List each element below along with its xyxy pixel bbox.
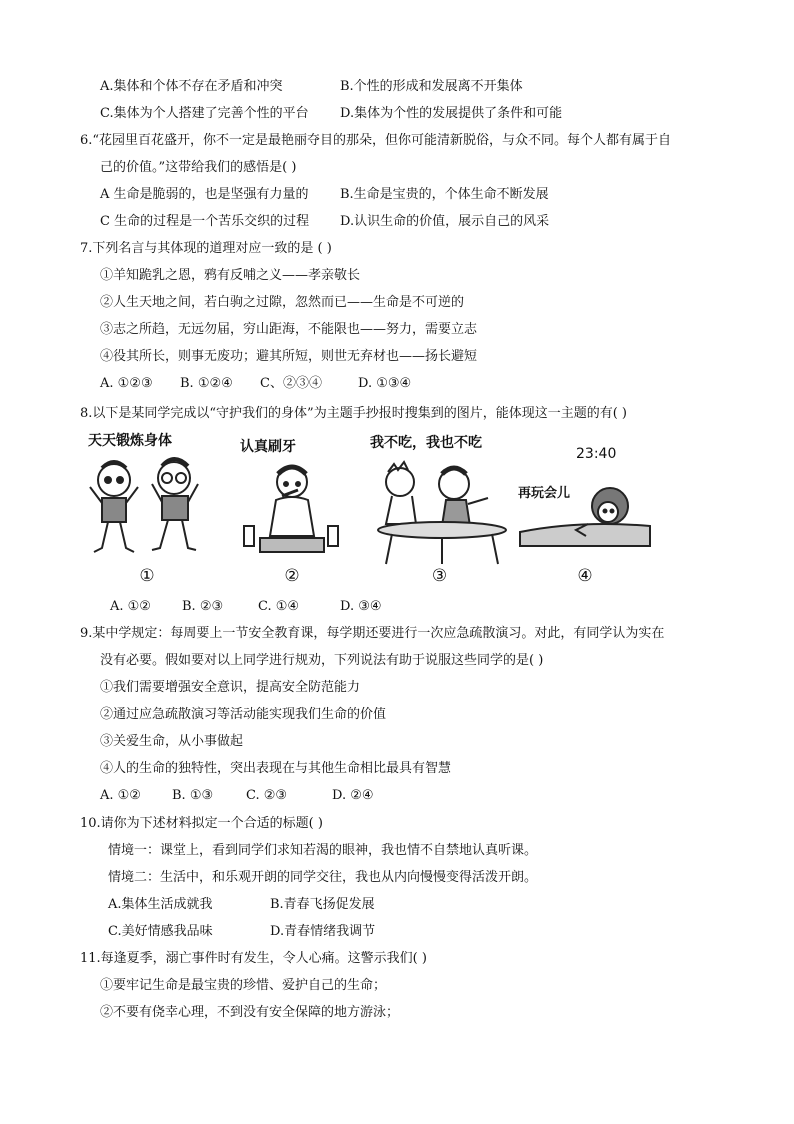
q10-option-a: A.集体生活成就我	[108, 897, 213, 912]
q10-stem: 10.请你为下述材料拟定一个合适的标题( )	[80, 816, 323, 831]
q8-panel-3	[362, 430, 517, 590]
q9-stem-line2: 没有必要。假如要对以上同学进行规劝，下列说法有助于说服这些同学的是( )	[100, 653, 544, 668]
q9-option-a: A. ①②	[100, 788, 141, 803]
q11-item-1: ①要牢记生命是最宝贵的珍惜、爱护自己的生命；	[100, 978, 387, 993]
q11-stem: 11.每逢夏季，溺亡事件时有发生，令人心痛。这警示我们( )	[80, 951, 427, 966]
q8-panel-1	[82, 430, 212, 590]
q8-option-a: A. ①②	[110, 599, 151, 614]
q7-option-d: D. ①③④	[358, 376, 412, 391]
q8-panel-3-caption: 我不吃，我也不吃	[370, 435, 482, 451]
q7-item-4: ④役其所长，则事无废功；避其所短，则世无弃材也——扬长避短	[100, 349, 478, 364]
q9-stem-line1: 9.某中学规定：每周要上一节安全教育课，每学期还要进行一次应急疏散演习。对此，有同学认为实在	[80, 626, 665, 641]
q7-stem: 7.下列名言与其体现的道理对应一致的是 ( )	[80, 241, 332, 256]
toothbrush-illustration	[232, 456, 352, 576]
q8-panel-4-number: ④	[577, 566, 593, 586]
q10-option-c: C.美好情感我品味	[108, 924, 213, 939]
q6-option-b: B.生命是宝贵的，个体生命不断发展	[340, 187, 549, 202]
late-night-illustration	[518, 480, 652, 560]
q10-scenario-1: 情境一：课堂上，看到同学们求知若渴的眼神，我也情不自禁地认真听课。	[108, 843, 538, 858]
q7-item-3: ③志之所趋，无远勿届，穷山距海，不能限也——努力，需要立志	[100, 322, 478, 337]
q8-picture-strip	[82, 430, 652, 590]
refuse-food-illustration	[362, 454, 517, 574]
q8-panel-2-caption: 认真刷牙	[240, 439, 296, 455]
q9-item-4: ④人的生命的独特性，突出表现在与其他生命相比最具有智慧	[100, 761, 452, 776]
q9-option-d: D. ②④	[332, 788, 374, 803]
q7-option-c: C、②③④	[260, 376, 322, 391]
q9-option-c: C. ②③	[246, 788, 288, 803]
q8-option-c: C. ①④	[258, 599, 300, 614]
q7-item-2: ②人生天地之间，若白驹之过隙，忽然而已——生命是不可逆的	[100, 295, 465, 310]
q8-panel-2	[232, 430, 352, 590]
q11-item-2: ②不要有侥幸心理，不到没有安全保障的地方游泳；	[100, 1005, 400, 1020]
q8-panel-3-number: ③	[431, 566, 448, 586]
q8-panel-4-caption: 再玩会儿	[518, 486, 571, 501]
q6-option-c: C 生命的过程是一个苦乐交织的过程	[100, 214, 310, 229]
q8-panel-4	[518, 430, 652, 590]
q8-panel-4-clock: 23:40	[576, 446, 617, 462]
q9-item-3: ③关爱生命，从小事做起	[100, 734, 244, 749]
q7-item-1: ①羊知跪乳之恩，鸦有反哺之义——孝亲敬长	[100, 268, 361, 283]
q5-option-d: D.集体为个性的发展提供了条件和可能	[340, 106, 563, 121]
q7-option-b: B. ①②④	[180, 376, 233, 391]
exercise-illustration	[82, 448, 212, 578]
q8-option-b: B. ②③	[182, 599, 224, 614]
q5-option-c: C.集体为个人搭建了完善个性的平台	[100, 106, 309, 121]
q6-stem-line1: 6.“花园里百花盛开，你不一定是最艳丽夺目的那朵，但你可能清新脱俗，与众不同。每个人都有属于自	[80, 133, 672, 148]
q9-item-1: ①我们需要增强安全意识，提高安全防范能力	[100, 680, 361, 695]
q8-stem: 8.以下是某同学完成以“守护我们的身体”为主题手抄报时搜集到的图片，能体现这一主题的有( )	[80, 406, 627, 421]
q9-option-b: B. ①③	[172, 788, 214, 803]
q10-option-b: B.青春飞扬促发展	[270, 897, 375, 912]
q10-scenario-2: 情境二：生活中，和乐观开朗的同学交往，我也从内向慢慢变得活泼开朗。	[108, 870, 538, 885]
q6-stem-line2: 己的价值。”这带给我们的感悟是( )	[100, 160, 297, 175]
q8-panel-1-caption: 天天锻炼身体	[88, 433, 172, 449]
q9-item-2: ②通过应急疏散演习等活动能实现我们生命的价值	[100, 707, 387, 722]
q8-panel-1-number: ①	[139, 566, 155, 586]
q6-option-d: D.认识生命的价值，展示自己的风采	[340, 214, 550, 229]
q10-option-d: D.青春情绪我调节	[270, 924, 376, 939]
q6-option-a: A 生命是脆弱的，也是坚强有力量的	[100, 187, 309, 202]
q5-option-b: B.个性的形成和发展离不开集体	[340, 79, 523, 94]
q5-option-a: A.集体和个体不存在矛盾和冲突	[100, 79, 283, 94]
q7-option-a: A. ①②③	[100, 376, 153, 391]
q8-panel-2-number: ②	[284, 566, 300, 586]
q8-option-d: D. ③④	[340, 599, 382, 614]
